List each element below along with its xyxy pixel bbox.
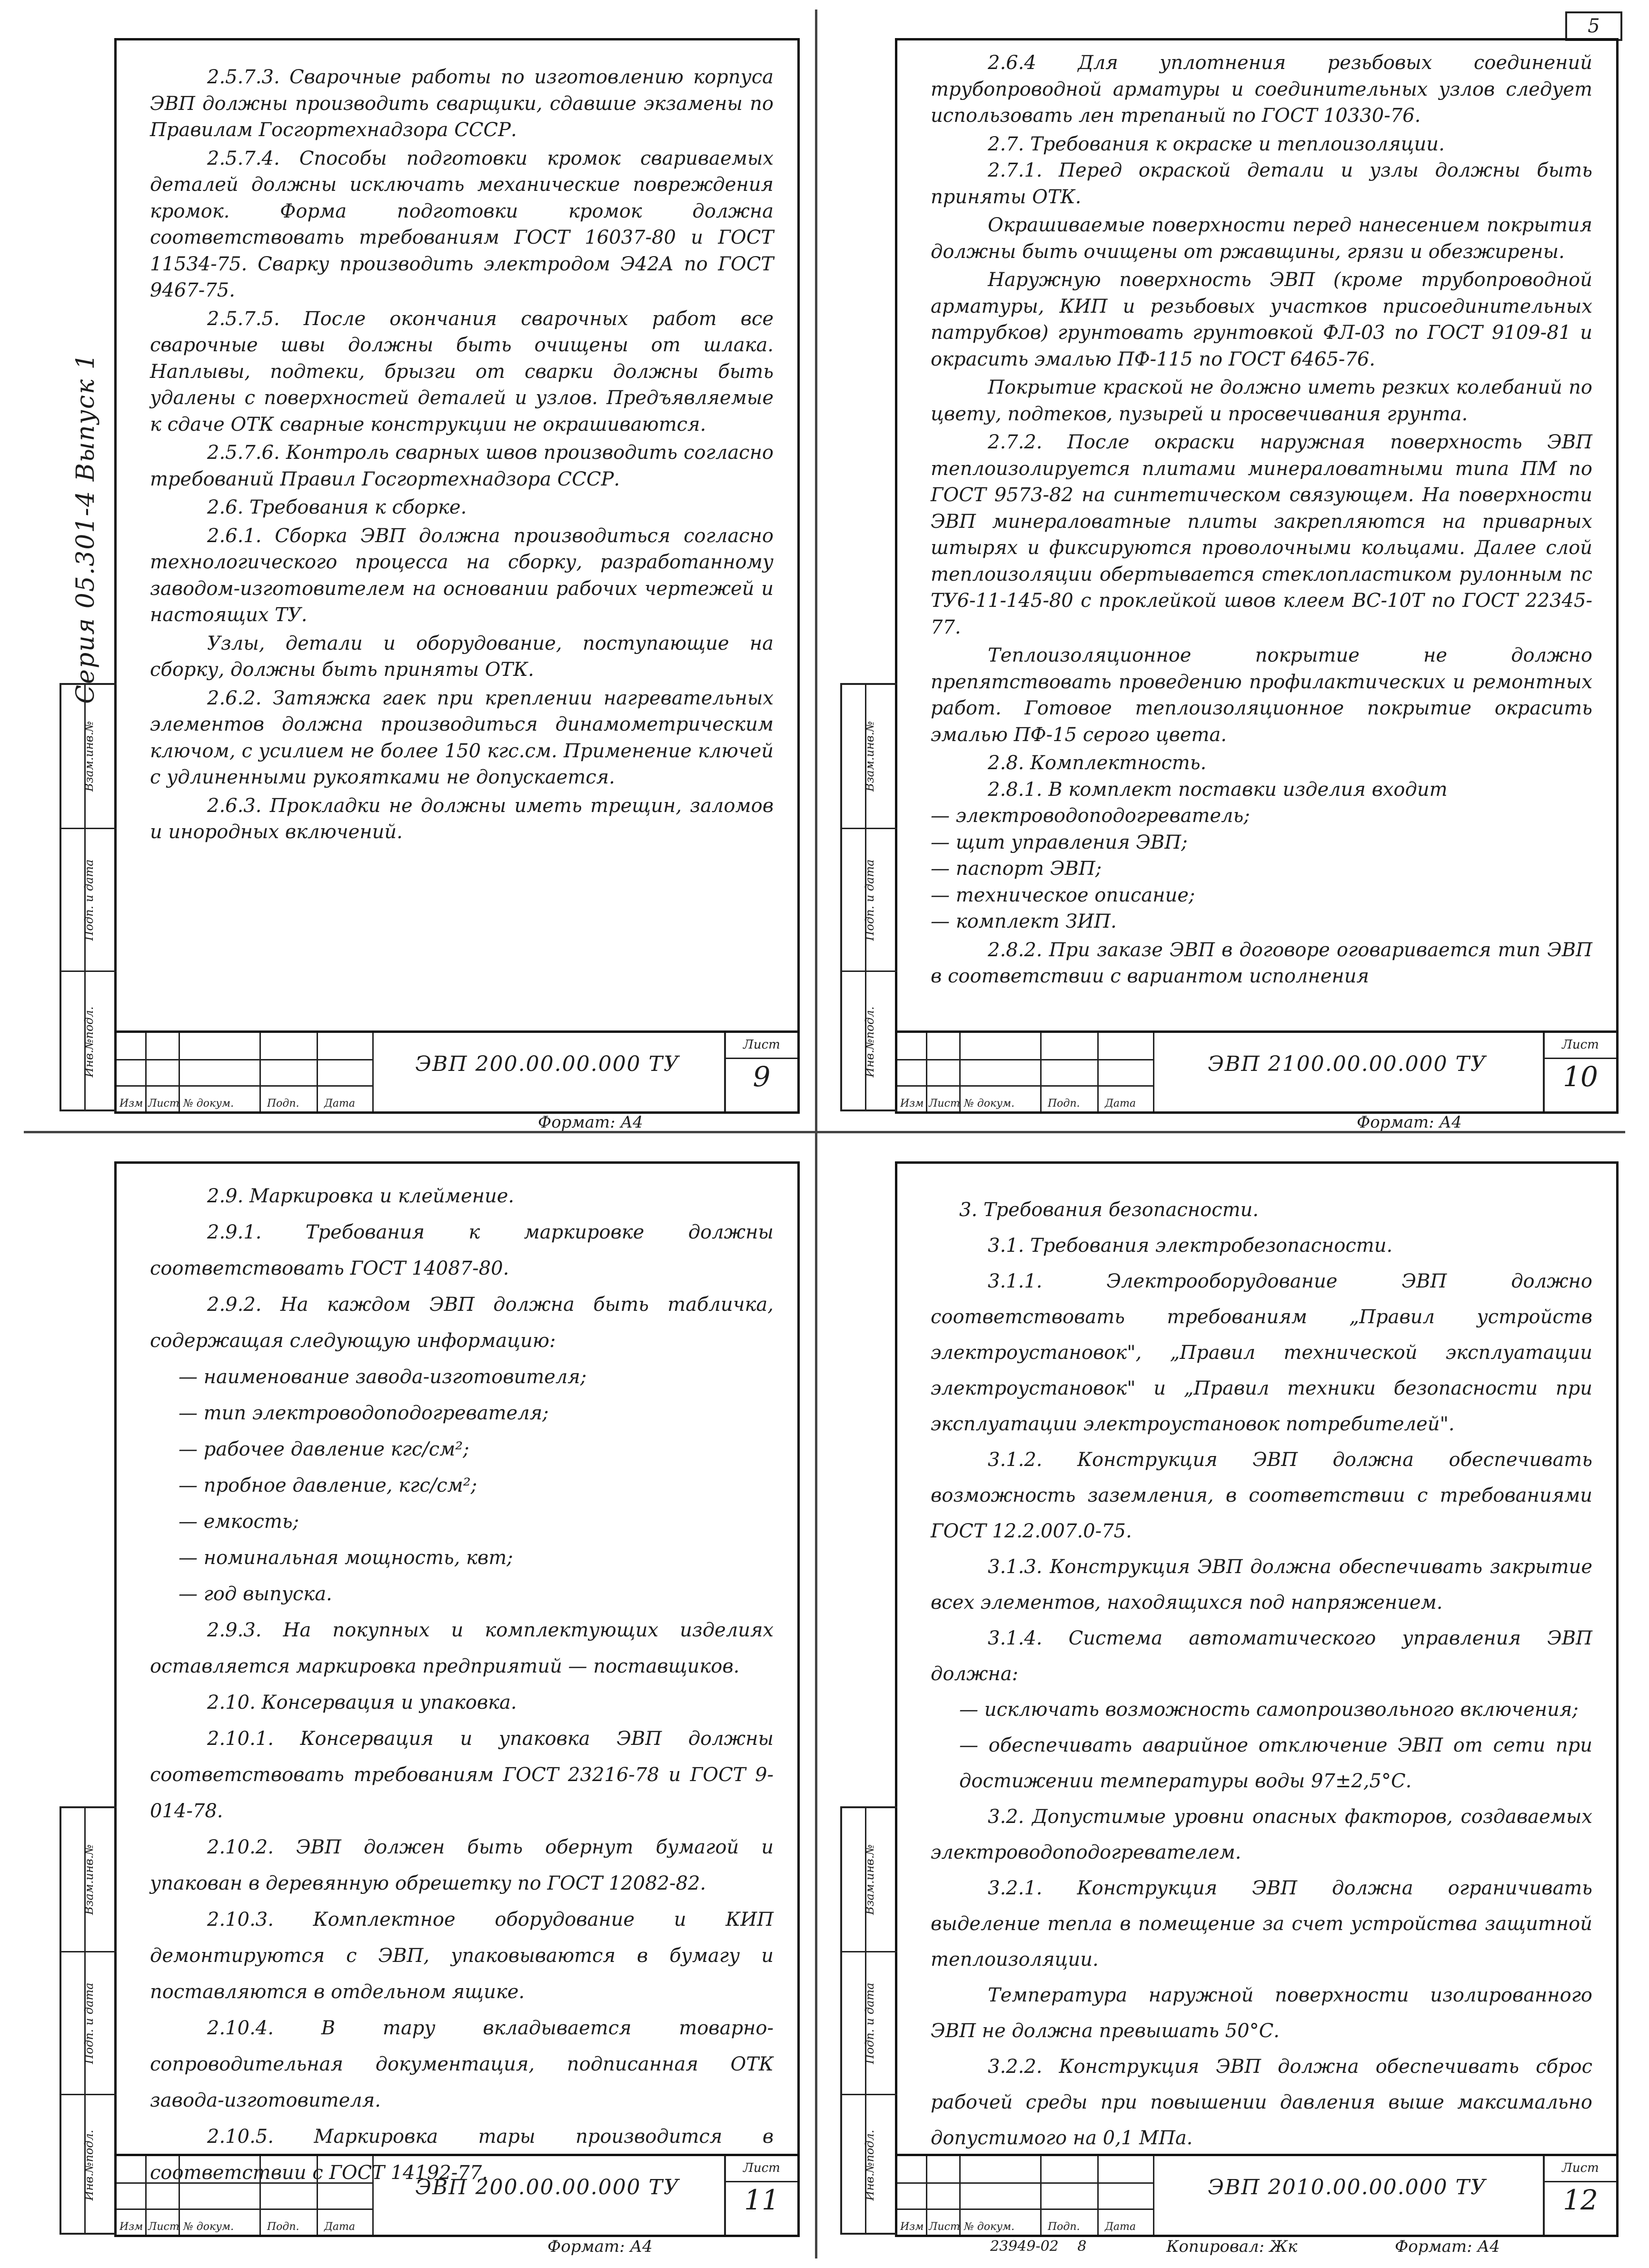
paragraph: 2.6.3. Прокладки не должны иметь трещин, заломов и инородных включений. <box>150 794 774 843</box>
paragraph: 3.2.1. Конструкция ЭВП должна ограничивать выделение тепла в помещение за счет устройства защитной теплоизоляции. <box>931 1877 1592 1971</box>
document-code: ЭВП 200.00.00.000 ТУ <box>415 2175 680 2199</box>
side-label-inv: Инв.№подл. <box>863 1006 876 1078</box>
paragraph: 2.7. Требования к окраске и теплоизоляции. <box>988 133 1445 155</box>
side-label-vzam: Взам.инв.№ <box>82 1844 96 1915</box>
side-label-podp: Подп. и дата <box>82 859 96 941</box>
paragraph: 2.9. Маркировка и клеймение. <box>207 1185 515 1207</box>
paragraph: 3.1.1. Электрооборудование ЭВП должно соответствовать требованиям „Правил устройств электроустановок", „Правил технической эксплуатации электроустановок" и „Правил техники безопасности при эксплуатации электроустановок потребителей". <box>931 1270 1592 1435</box>
tb-list: Лист <box>148 2221 179 2233</box>
tb-izm: Изм <box>119 1098 143 1109</box>
side-label-inv: Инв.№подл. <box>863 2129 876 2201</box>
tb-podp: Подп. <box>1048 2221 1080 2233</box>
side-stamp-column <box>840 683 897 1111</box>
paragraph: 2.5.7.4. Способы подготовки кромок свариваемых деталей должны исключать механические повреждения кромок. Форма подготовки кромок должна соответствовать требованиям ГОСТ 16037-80 и ГОСТ 11534-75. Сварку производить электродом Э42А по ГОСТ 9467-75. <box>150 147 774 301</box>
paragraph: Наружную поверхность ЭВП (кроме трубопроводной арматуры, КИП и резьбовых участков присоединительных патрубков) грунтовать грунтовкой ФЛ-03 по ГОСТ 9109-81 и окрасить эмалью ПФ-115 по ГОСТ 6465-76. <box>931 269 1592 370</box>
title-block <box>117 1030 797 1111</box>
sheet-page-number: 9 <box>753 1060 771 1093</box>
list-item: — техническое описание; <box>931 884 1195 906</box>
tb-list: Лист <box>148 1098 179 1109</box>
tb-izm: Изм <box>900 1098 924 1109</box>
sheet-box <box>1543 1033 1616 1111</box>
sheet-number-box <box>1565 11 1622 41</box>
paragraph: 2.9.1. Требования к маркировке должны соответствовать ГОСТ 14087-80. <box>150 1221 774 1279</box>
title-block <box>117 2154 797 2235</box>
side-label-inv: Инв.№подл. <box>82 2129 96 2201</box>
sheet-box <box>724 1033 797 1111</box>
sheet-number: 5 <box>1588 15 1600 37</box>
tb-data: Дата <box>324 2221 355 2233</box>
side-stamp-column <box>840 1806 897 2235</box>
list-item: — паспорт ЭВП; <box>931 858 1102 880</box>
side-label-podp: Подп. и дата <box>863 859 876 941</box>
paragraph: 2.8. Комплектность. <box>988 752 1207 774</box>
tb-izm: Изм <box>119 2221 143 2233</box>
page-11 <box>82 1161 800 2237</box>
document-code: ЭВП 2010.00.00.000 ТУ <box>1208 2175 1487 2199</box>
paragraph: 2.6. Требования к сборке. <box>207 496 467 518</box>
tb-data: Дата <box>1105 2221 1136 2233</box>
tb-list: Лист <box>929 1098 960 1109</box>
tb-podp: Подп. <box>1048 1098 1080 1109</box>
paragraph: Покрытие краской не должно иметь резких колебаний по цвету, подтеков, пузырей и просвечивания грунта. <box>931 376 1592 425</box>
paragraph: 2.8.1. В комплект поставки изделия входит <box>988 778 1448 801</box>
paragraph: 3.2. Допустимые уровни опасных факторов, создаваемых электроводоподогревателем. <box>931 1806 1592 1863</box>
list-item: — электроводоподогреватель; <box>931 805 1250 827</box>
format-label: Формат: А4 <box>547 2237 653 2256</box>
tb-izm: Изм <box>900 2221 924 2233</box>
side-label-podp: Подп. и дата <box>82 1982 96 2064</box>
sheet-page-number: 11 <box>744 2184 779 2216</box>
sheet-box <box>724 2156 797 2235</box>
list-item: — рабочее давление кгс/см²; <box>179 1438 469 1460</box>
list-item: — обеспечивать аварийное отключение ЭВП от сети при достижении температуры воды 97±2,5°С. <box>959 1734 1592 1792</box>
paragraph: 2.8.2. При заказе ЭВП в договоре оговаривается тип ЭВП в соответствии с вариантом исполнения <box>931 939 1592 987</box>
list-item: — пробное давление, кгс/см²; <box>179 1475 477 1496</box>
tb-podp: Подп. <box>267 2221 299 2233</box>
list-item: — наименование завода-изготовителя; <box>179 1366 587 1388</box>
side-label-vzam: Взам.инв.№ <box>863 1844 876 1915</box>
paragraph: 2.10.4. В тару вкладывается товарно-сопроводительная документация, подписанная ОТК завода-изготовителя. <box>150 2017 774 2111</box>
side-stamp-column <box>60 683 117 1111</box>
side-label-inv: Инв.№подл. <box>82 1006 96 1078</box>
tb-podp: Подп. <box>267 1098 299 1109</box>
page-12 <box>863 1161 1619 2237</box>
paragraph: 2.9.2. На каждом ЭВП должна быть табличка, содержащая следующую информацию: <box>150 1294 774 1352</box>
list-item: — емкость; <box>179 1511 299 1533</box>
paragraph: 2.10. Консервация и упаковка. <box>207 1692 517 1713</box>
sheet-page-number: 10 <box>1563 1060 1598 1093</box>
tb-data: Дата <box>1105 1098 1136 1109</box>
paragraph: 2.5.7.5. После окончания сварочных работ все сварочные швы должны быть очищены от шлака. Наплывы, подтеки, брызги от сварки должны быть удалены с поверхностей деталей и узлов. Предъявляемые к сдаче ОТК сварные конструкции не окрашиваются. <box>150 307 774 436</box>
document-code: ЭВП 200.00.00.000 ТУ <box>415 1052 680 1076</box>
page-10-text <box>931 50 1592 990</box>
paragraph: 3.2.2. Конструкция ЭВП должна обеспечивать сброс рабочей среды при повышении давления выше максимально допустимого на 0,1 МПа. <box>931 2056 1592 2149</box>
paragraph: 3.1.2. Конструкция ЭВП должна обеспечивать возможность заземления, в соответствии с требованиями ГОСТ 12.2.007.0-75. <box>931 1449 1592 1542</box>
footer-format-label: Формат: А4 <box>1395 2237 1500 2256</box>
archive-number-main: 23949-02 <box>990 2238 1059 2255</box>
paragraph: 2.5.7.6. Контроль сварных швов производить согласно требований Правил Госгортехнадзора СССР. <box>150 442 774 490</box>
paragraph: 2.10.2. ЭВП должен быть обернут бумагой и упакован в деревянную обрешетку по ГОСТ 12082-82. <box>150 1836 774 1894</box>
tb-list: Лист <box>929 2221 960 2233</box>
archive-number-suffix: 8 <box>1077 2238 1087 2255</box>
side-label-podp: Подп. и дата <box>863 1982 876 2064</box>
sheet-caption: Лист <box>726 2156 797 2182</box>
sheet-page-number: 12 <box>1563 2184 1598 2216</box>
paragraph: 3. Требования безопасности. <box>959 1199 1259 1221</box>
side-label-vzam: Взам.инв.№ <box>82 721 96 792</box>
paragraph: Температура наружной поверхности изолированного ЭВП не должна превышать 50°С. <box>931 1984 1592 2042</box>
page-12-text <box>931 1192 1592 2156</box>
paragraph: 2.9.3. На покупных и комплектующих изделиях оставляется маркировка предприятий — поставщиков. <box>150 1619 774 1677</box>
list-item: — тип электроводоподогревателя; <box>179 1402 549 1424</box>
sheet-caption: Лист <box>726 1033 797 1059</box>
series-label: Серия 05.301-4 Выпуск 1 <box>71 353 100 704</box>
paragraph: 2.7.2. После окраски наружная поверхность ЭВП теплоизолируется плитами минераловатными типа ПМ по ГОСТ 9573-82 на синтетическом связующем. На поверхности ЭВП минераловатные плиты закрепляются на приварных штырях и фиксируются проволочными кольцами. Далее слой теплоизоляции обертывается стеклопластиком рулонным пс ТУ6-11-145-80 с проклейкой швов клеем ВС-10Т по ГОСТ 22345-77. <box>931 431 1592 638</box>
list-item: — год выпуска. <box>179 1583 332 1605</box>
list-item: — комплект ЗИП. <box>931 911 1117 932</box>
copied-by: Копировал: Жк <box>1166 2237 1298 2256</box>
paragraph: 3.1. Требования электробезопасности. <box>988 1235 1393 1257</box>
tb-data: Дата <box>324 1098 355 1109</box>
paragraph: 2.7.1. Перед окраской детали и узлы должны быть приняты ОТК. <box>931 159 1592 208</box>
paragraph: 2.6.4 Для уплотнения резьбовых соединений трубопроводной арматуры и соединительных узлов следует использовать лен трепаный по ГОСТ 10330-76. <box>931 52 1592 127</box>
paragraph: Окрашиваемые поверхности перед нанесением покрытия должны быть очищены от ржавщины, грязи и обезжирены. <box>931 214 1592 263</box>
paragraph: 2.10.3. Комплектное оборудование и КИП демонтируются с ЭВП, упаковываются в бумагу и поставляются в отдельном ящике. <box>150 1909 774 2003</box>
paragraph: 3.1.3. Конструкция ЭВП должна обеспечивать закрытие всех элементов, находящихся под напряжением. <box>931 1556 1592 1614</box>
list-item: — исключать возможность самопроизвольного включения; <box>959 1699 1579 1721</box>
side-stamp-column <box>60 1806 117 2235</box>
page-10 <box>863 38 1619 1114</box>
paragraph: 2.5.7.3. Сварочные работы по изготовлению корпуса ЭВП должны производить сварщики, сдавшие экзамены по Правилам Госгортехнадзора СССР. <box>150 66 774 141</box>
paragraph: 2.6.2. Затяжка гаек при креплении нагревательных элементов должна производиться динамометрическим ключом, с усилием не более 150 кгс.см. Применение ключей с удлиненными рукоятками не допускается. <box>150 687 774 788</box>
title-block <box>897 2154 1616 2235</box>
paragraph: 2.10.1. Консервация и упаковка ЭВП должны соответствовать требованиям ГОСТ 23216-78 и ГОСТ 9-014-78. <box>150 1728 774 1822</box>
sheet-box <box>1543 2156 1616 2235</box>
document-code: ЭВП 2100.00.00.000 ТУ <box>1208 1052 1487 1076</box>
tb-ndokum: № докум. <box>183 2221 234 2233</box>
sheet-caption: Лист <box>1545 1033 1616 1059</box>
vertical-divider <box>815 10 817 2258</box>
archive-number <box>990 2238 1086 2255</box>
tb-ndokum: № докум. <box>183 1098 234 1109</box>
list-item: — номинальная мощность, квт; <box>179 1547 513 1569</box>
title-block <box>897 1030 1616 1111</box>
paragraph: 2.10.5. Маркировка тары производится в соответствии с ГОСТ 14192-77. <box>150 2126 774 2184</box>
paragraph: Узлы, детали и оборудование, поступающие на сборку, должны быть приняты ОТК. <box>150 632 774 681</box>
list-item: — щит управления ЭВП; <box>931 831 1188 853</box>
side-label-vzam: Взам.инв.№ <box>863 721 876 792</box>
format-label: Формат: А4 <box>1357 1113 1462 1132</box>
format-label: Формат: А4 <box>538 1113 643 1132</box>
tb-ndokum: № докум. <box>964 2221 1015 2233</box>
page-9-text <box>150 64 774 846</box>
sheet-caption: Лист <box>1545 2156 1616 2182</box>
paragraph: 3.1.4. Система автоматического управления ЭВП должна: <box>931 1627 1592 1685</box>
tb-ndokum: № докум. <box>964 1098 1015 1109</box>
page-11-text <box>150 1178 774 2191</box>
paragraph: 2.6.1. Сборка ЭВП должна производиться согласно технологического процесса на сборку, разработанному заводом-изготовителем на основании рабочих чертежей и настоящих ТУ. <box>150 525 774 626</box>
paragraph: Теплоизоляционное покрытие не должно препятствовать проведению профилактических и ремонтных работ. Готовое теплоизоляционное покрытие окрасить эмалью ПФ-15 серого цвета. <box>931 644 1592 746</box>
